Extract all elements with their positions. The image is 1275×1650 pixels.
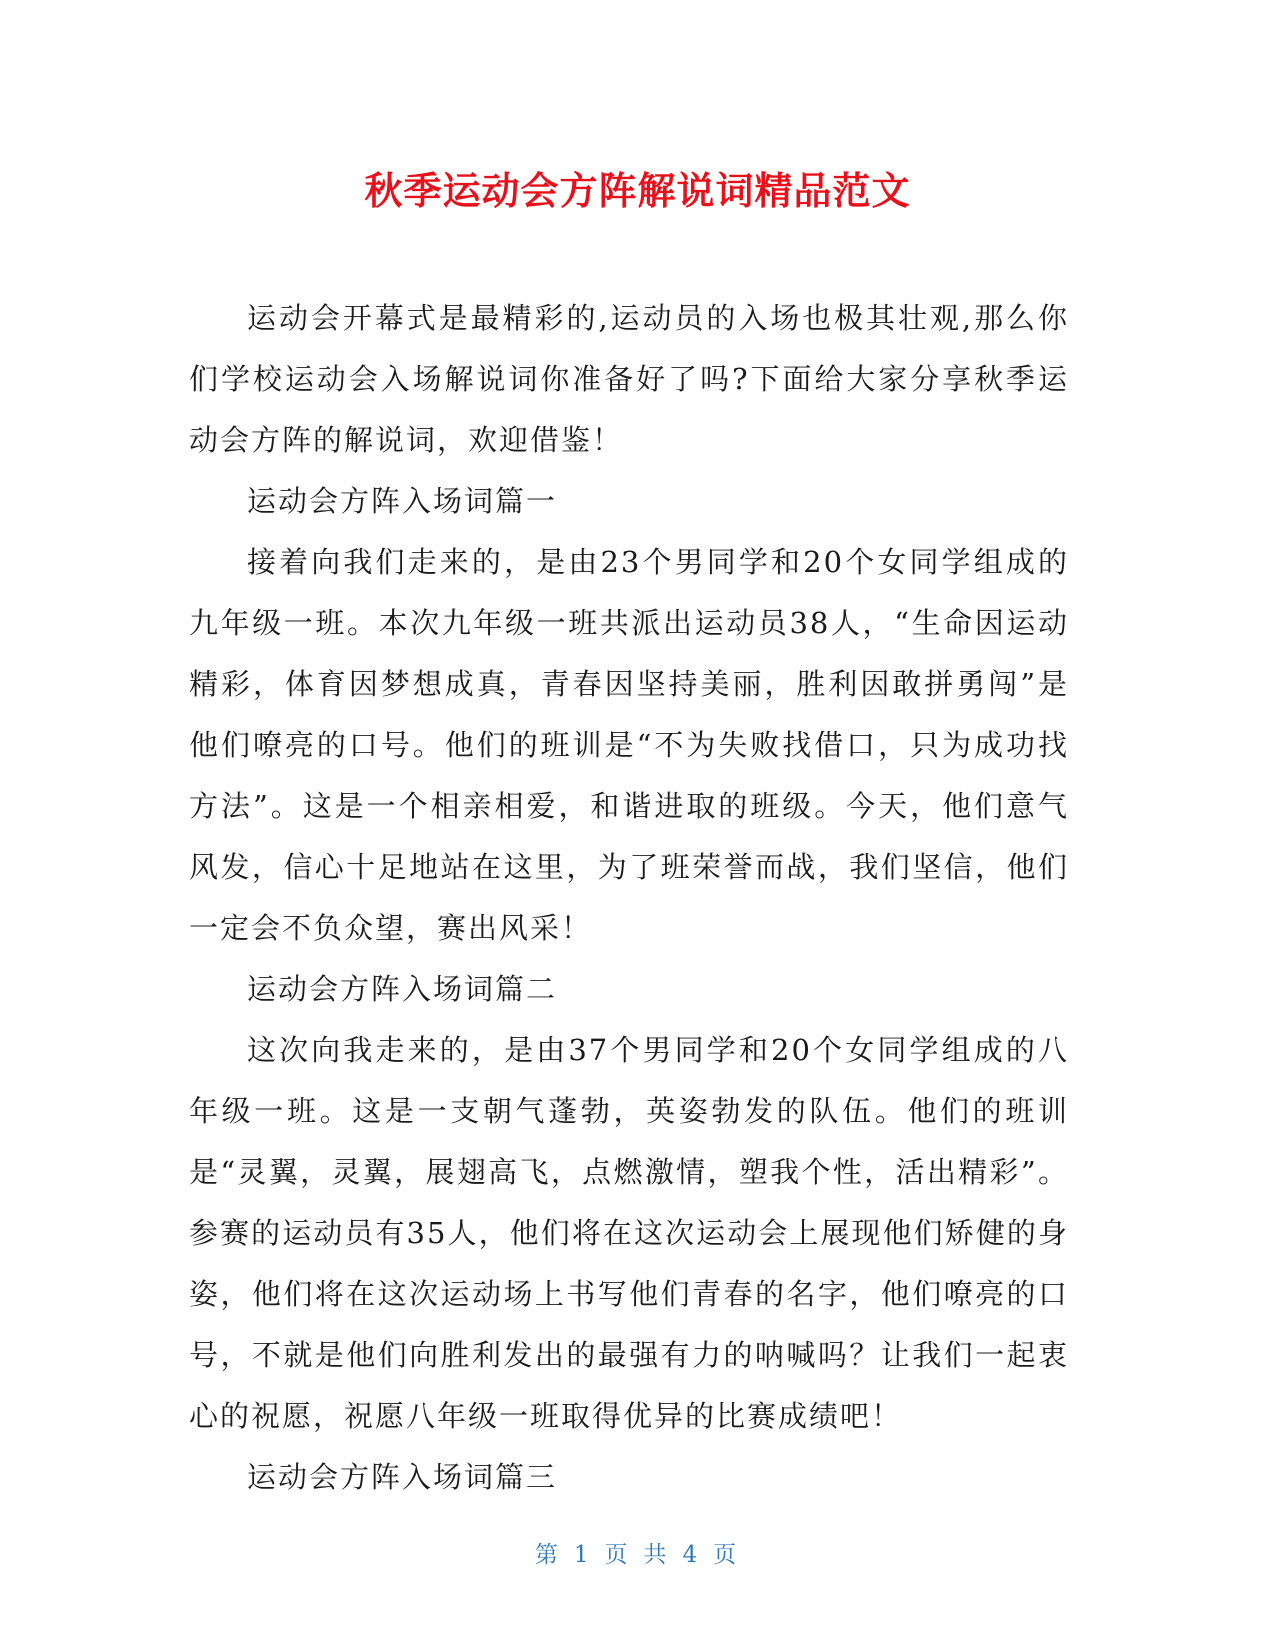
footer-total-prefix: 共 [643,1542,671,1568]
section-heading-3: 运动会方阵入场词篇三 [247,1460,558,1494]
page-footer [0,1536,1275,1569]
document-title: 秋季运动会方阵解说词精品范文 [364,169,911,213]
document-body [189,288,1069,1508]
footer-page-prefix: 第 [534,1542,562,1568]
section-heading-2: 运动会方阵入场词篇二 [247,972,558,1006]
section-paragraph-2: 这次向我走来的，是由37个男同学和20个女同学组成的八年级一班。这是一支朝气蓬勃，英姿勃发的队伍。他们的班训是“灵翼，灵翼，展翅高飞，点燃激情，塑我个性，活出精彩”。参赛的运动员有35人，他们将在这次运动会上展现他们矫健的身姿，他们将在这次运动场上书写他们青春的名字，他们嘹亮的口号，不就是他们向胜利发出的最强有力的呐喊吗？让我们一起衷心的祝愿，祝愿八年级一班取得优异的比赛成绩吧！ [189,1033,1069,1433]
footer-current-page: 1 [573,1542,593,1568]
footer-page-suffix: 页 [713,1542,741,1568]
section-heading-1: 运动会方阵入场词篇一 [247,484,558,518]
section-paragraph-1: 接着向我们走来的，是由23个男同学和20个女同学组成的九年级一班。本次九年级一班共派出运动员38人，“生命因运动精彩，体育因梦想成真，青春因坚持美丽，胜利因敢拼勇闯”是他们嘹亮的口号。他们的班训是“不为失败找借口，只为成功找方法”。这是一个相亲相爱，和谐进取的班级。今天，他们意气风发，信心十足地站在这里，为了班荣誉而战，我们坚信，他们一定会不负众望，赛出风采！ [189,545,1069,945]
intro-paragraph: 运动会开幕式是最精彩的,运动员的入场也极其壮观,那么你们学校运动会入场解说词你准备好了吗?下面给大家分享秋季运动会方阵的解说词，欢迎借鉴！ [189,301,1069,457]
footer-total-pages: 4 [682,1542,702,1568]
footer-page-mid: 页 [604,1542,632,1568]
